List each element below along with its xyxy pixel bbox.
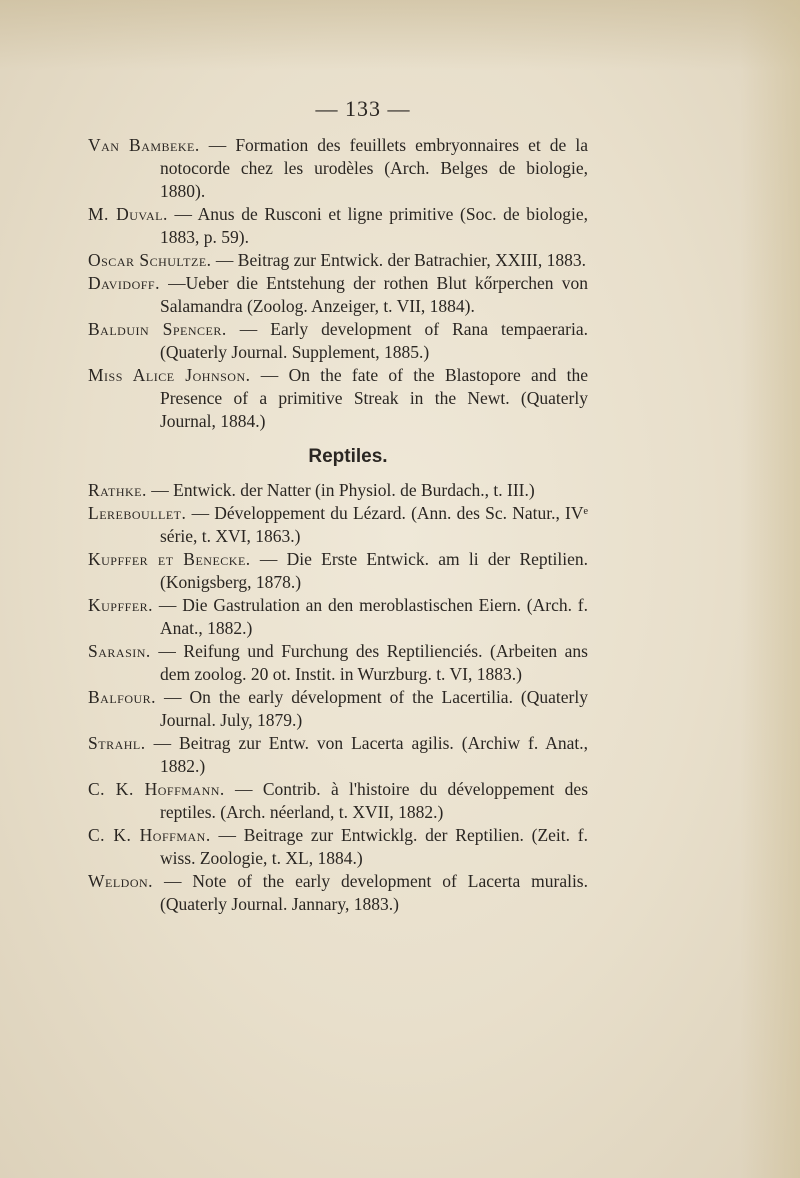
bibliography-entry xyxy=(88,732,588,778)
entry-text: — Beitrage zur Entwicklg. der Reptilien. (Zeit. f. wiss. Zoologie, t. XL, 1884.) xyxy=(160,825,589,868)
bibliography-entry xyxy=(88,594,588,640)
entry-text: — Early development of Rana tempaeraria. (Quaterly Journal. Supplement, 1885.) xyxy=(160,319,589,362)
entry-author: Weldon. xyxy=(88,871,154,891)
entry-author: Davidoff. xyxy=(88,273,160,293)
entry-text: — On the early dévelopment of the Lacertilia. (Quaterly Journal. July, 1879.) xyxy=(156,687,588,730)
page-edge-top xyxy=(0,0,800,70)
entry-text: — Formation des feuillets embryonnaires et de la notocorde chez les urodèles (Arch. Belges de biologie, 1880). xyxy=(160,135,588,201)
entry-text: — Beitrag zur Entwick. der Batrachier, XXIII, 1883. xyxy=(211,250,586,270)
entry-text: — Contrib. à l'histoire du développement des reptiles. (Arch. néerland, t. XVII, 1882.) xyxy=(160,779,589,822)
entry-author: Kupffer. xyxy=(88,595,154,615)
entry-author: Oscar Schultze. xyxy=(88,250,212,270)
bibliography-section-amphibians xyxy=(88,134,588,433)
bibliography-entry xyxy=(88,364,588,433)
bibliography-entry xyxy=(88,824,588,870)
entry-author: Van Bambeke. xyxy=(88,135,200,155)
entry-text: — Anus de Rusconi et ligne primitive (Soc. de biologie, 1883, p. 59). xyxy=(160,204,588,247)
entry-text: — Beitrag zur Entw. von Lacerta agilis. (Archiw f. Anat., 1882.) xyxy=(145,733,588,776)
entry-author: C. K. Hoffmann. xyxy=(88,779,225,799)
bibliography-entry xyxy=(88,548,588,594)
page-number: — 133 — xyxy=(315,96,411,121)
entry-text: —Ueber die Entstehung der rothen Blut kőrperchen von Salamandra (Zoolog. Anzeiger, t. VII, 1884). xyxy=(159,273,588,316)
entry-text: — Die Gastrulation an den meroblastischen Eiern. (Arch. f. Anat., 1882.) xyxy=(153,595,588,638)
entry-author: M. Duval. xyxy=(88,204,168,224)
entry-text: — Entwick. der Natter (in Physiol. de Burdach., t. III.) xyxy=(146,480,535,500)
page-content xyxy=(88,96,588,916)
bibliography-entry xyxy=(88,318,588,364)
bibliography-entry xyxy=(88,778,588,824)
bibliography-section-reptiles xyxy=(88,479,588,916)
entry-author: Lereboullet. xyxy=(88,503,187,523)
entry-author: Miss Alice Johnson. xyxy=(88,365,251,385)
entry-text: — On the fate of the Blastopore and the Presence of a primitive Streak in the Newt. (Quaterly Journal, 1884.) xyxy=(160,365,588,431)
bibliography-entry xyxy=(88,249,588,272)
entry-author: Sarasin. xyxy=(88,641,151,661)
bibliography-entry xyxy=(88,686,588,732)
bibliography-entry xyxy=(88,203,588,249)
section-heading-reptiles: Reptiles. xyxy=(308,446,388,467)
entry-text: — Note of the early development of Lacerta muralis. (Quaterly Journal. Jannary, 1883.) xyxy=(153,871,588,914)
page-edge-right xyxy=(740,0,800,1178)
bibliography-entry xyxy=(88,134,588,203)
bibliography-entry xyxy=(88,272,588,318)
entry-author: Strahl. xyxy=(88,733,146,753)
entry-text: — Reifung und Furchung des Reptilienciés. (Arbeiten ans dem zoolog. 20 ot. Instit. in Wurzburg. t. VI, 1883.) xyxy=(150,641,588,684)
entry-text: — Die Erste Entwick. am li der Reptilien. (Konigsberg, 1878.) xyxy=(160,549,588,592)
entry-author: C. K. Hoffman. xyxy=(88,825,211,845)
entry-author: Kupffer et Benecke. xyxy=(88,549,251,569)
bibliography-entry xyxy=(88,502,588,548)
bibliography-entry xyxy=(88,640,588,686)
entry-author: Balduin Spencer. xyxy=(88,319,227,339)
entry-author: Rathke. xyxy=(88,480,147,500)
entry-author: Balfour. xyxy=(88,687,157,707)
entry-text: — Développement du Lézard. (Ann. des Sc. Natur., IVᵉ série, t. XVI, 1863.) xyxy=(160,503,588,546)
bibliography-entry xyxy=(88,479,588,502)
bibliography-entry xyxy=(88,870,588,916)
